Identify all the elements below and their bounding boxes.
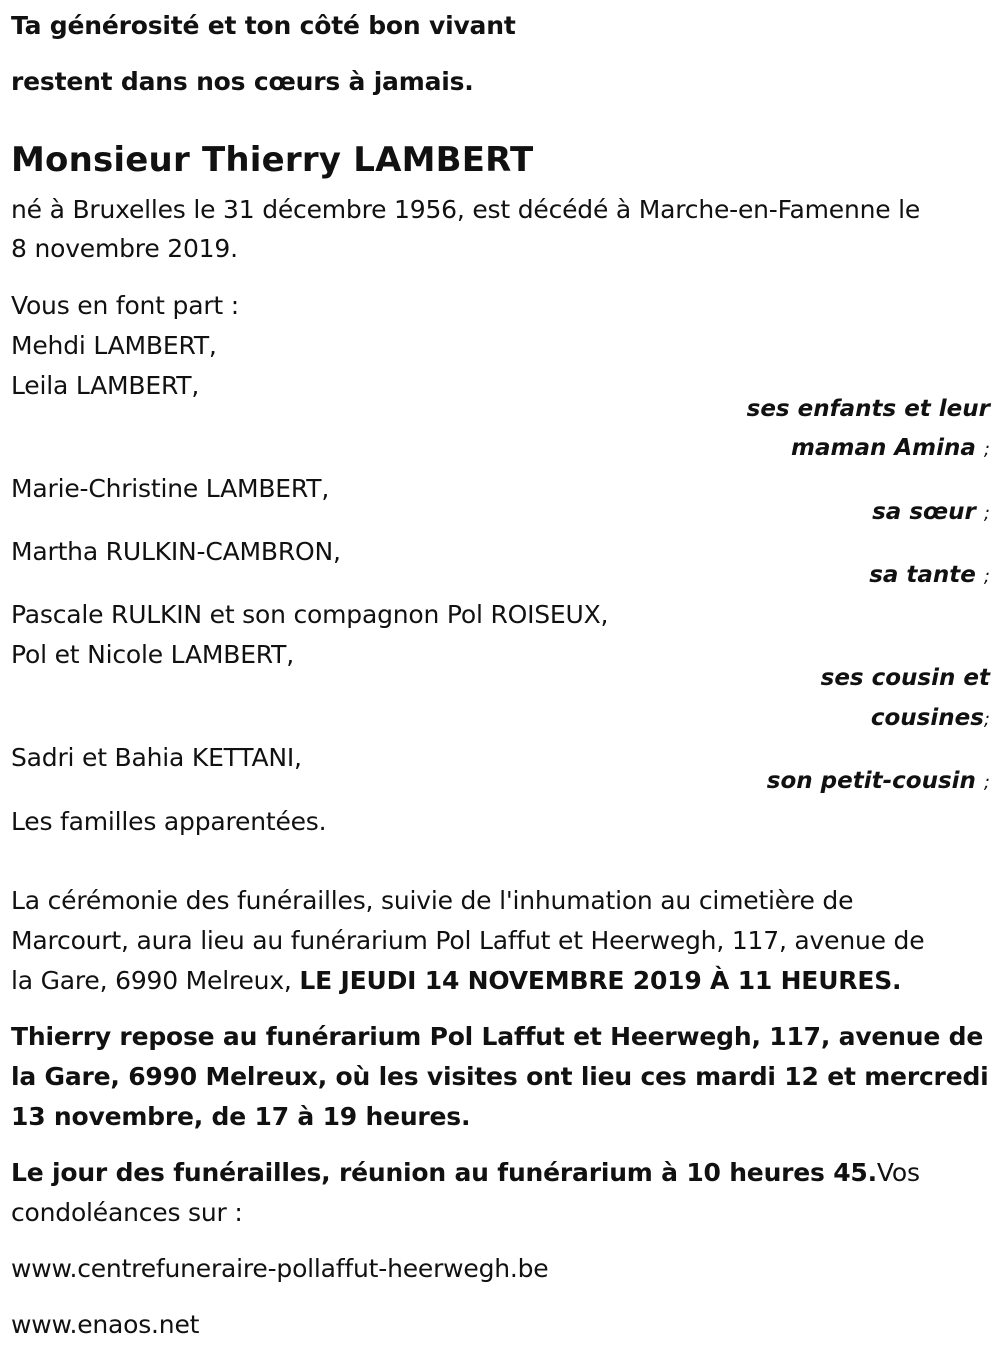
family-member: Mehdi LAMBERT, [11, 331, 217, 360]
visitation-line-1: Thierry repose au funérarium Pol Laffut et Heerwegh, 117, avenue de [11, 1022, 984, 1051]
deceased-name: Monsieur Thierry LAMBERT [11, 140, 534, 180]
birth-death-line-2: 8 novembre 2019. [11, 234, 238, 263]
website-link-funeral-center[interactable]: www.centrefuneraire-pollaffut-heerwegh.be [11, 1254, 549, 1283]
role-text: ses enfants et leur [746, 396, 990, 422]
role-separator: ; [983, 709, 990, 730]
family-closing: Les familles apparentées. [11, 807, 327, 836]
role-separator: ; [983, 439, 990, 460]
family-member: Pascale RULKIN et son compagnon Pol ROISEUX, [11, 600, 609, 629]
role-separator: ; [983, 566, 990, 587]
role-text: son petit-cousin [766, 768, 976, 794]
website-link-enaos[interactable]: www.enaos.net [11, 1310, 200, 1339]
family-intro: Vous en font part : [11, 291, 239, 320]
role-cousins-line-2 [871, 698, 990, 740]
visitation-line-2: la Gare, 6990 Melreux, où les visites ont lieu ces mardi 12 et mercredi [11, 1062, 989, 1091]
ceremony-date: LE JEUDI 14 NOVEMBRE 2019 À 11 HEURES. [299, 966, 902, 995]
visitation-line-3: 13 novembre, de 17 à 19 heures. [11, 1102, 471, 1131]
role-text: sa tante [869, 562, 976, 588]
role-sister [872, 492, 990, 534]
role-separator: ; [983, 503, 990, 524]
role-separator: ; [983, 772, 990, 793]
motto-line-1: Ta générosité et ton côté bon vivant [11, 11, 516, 40]
role-text: maman Amina [791, 435, 976, 461]
birth-death-line-1: né à Bruxelles le 31 décembre 1956, est décédé à Marche-en-Famenne le [11, 195, 921, 224]
role-children-line-1 [747, 389, 990, 429]
role-text: cousines [870, 705, 984, 731]
ceremony-line-2: Marcourt, aura lieu au funérarium Pol Laffut et Heerwegh, 117, avenue de [11, 926, 925, 955]
role-cousins-line-1 [821, 658, 990, 698]
ceremony-location: la Gare, 6990 Melreux, [11, 966, 300, 995]
ceremony-line-3 [11, 961, 901, 1001]
role-children-line-2 [791, 428, 990, 470]
role-text: sa sœur [872, 499, 976, 525]
meeting-after: Vos [876, 1158, 920, 1187]
meeting-line-1 [11, 1153, 920, 1193]
motto-line-2: restent dans nos cœurs à jamais. [11, 67, 474, 96]
meeting-text: Le jour des funérailles, réunion au funérarium à 10 heures 45. [11, 1158, 877, 1187]
family-member: Sadri et Bahia KETTANI, [11, 743, 302, 772]
role-aunt [869, 555, 990, 597]
meeting-line-2: condoléances sur : [11, 1198, 243, 1227]
family-member: Leila LAMBERT, [11, 371, 200, 400]
role-text: ses cousin et [820, 665, 990, 691]
family-member: Pol et Nicole LAMBERT, [11, 640, 294, 669]
family-member: Marie-Christine LAMBERT, [11, 474, 330, 503]
role-little-cousin [767, 761, 990, 803]
family-member: Martha RULKIN-CAMBRON, [11, 537, 341, 566]
ceremony-line-1: La cérémonie des funérailles, suivie de l'inhumation au cimetière de [11, 886, 854, 915]
